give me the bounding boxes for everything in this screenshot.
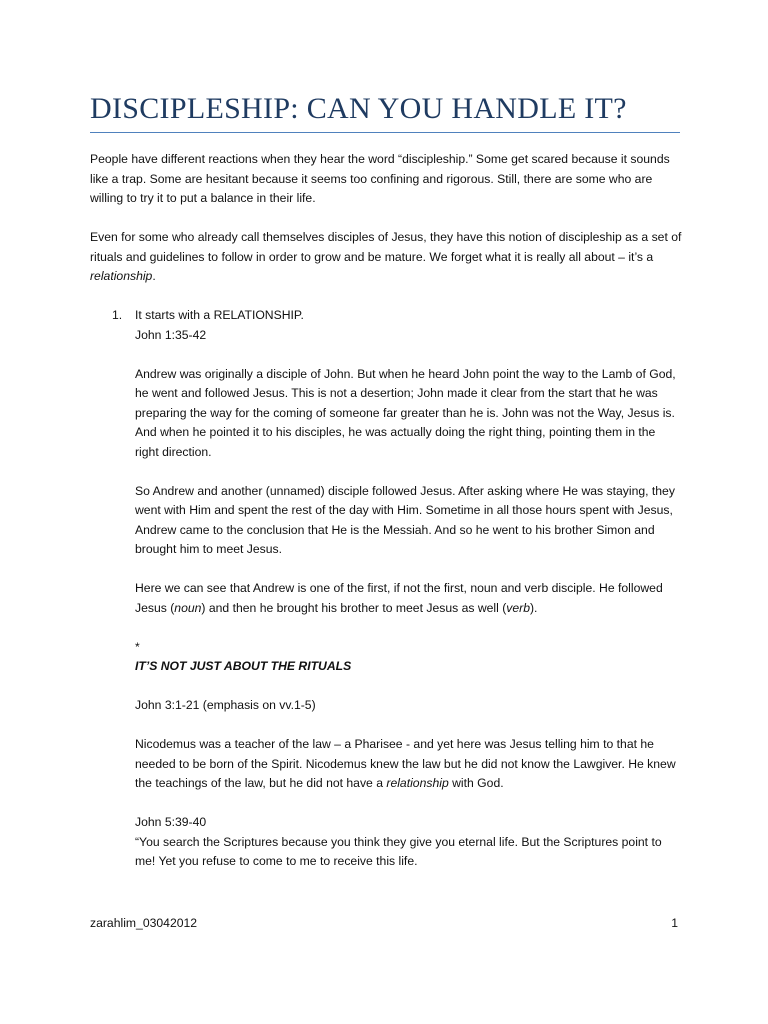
nicodemus-paragraph: Nicodemus was a teacher of the law – a Pharisee - and yet here was Jesus telling him to that he needed to be born of the Spirit. Nicodemus knew the law but he did not know the Lawgiver. He knew the teachings of the law, but he did not have a relationship with God.: [135, 737, 676, 790]
intro-paragraph: People have different reactions when they hear the word “discipleship.” Some get scared because it sounds like a trap. Some are hesitant because it seems too confining and rigorous. Still, there are some who are willing to try it to put a balance in their life.: [90, 152, 670, 205]
footer-author-date: zarahlim_03042012: [90, 916, 198, 930]
title-underline: [90, 132, 680, 133]
list-number: 1.: [112, 308, 123, 322]
document-title: DISCIPLESHIP: CAN YOU HANDLE IT?: [90, 92, 627, 125]
scripture-reference-3: John 5:39-40: [135, 815, 207, 829]
noun-verb-paragraph: Here we can see that Andrew is one of the first, if not the first, noun and verb disciple. He followed Jesus (noun) and then he brought his brother to meet Jesus as well (verb).: [135, 581, 663, 615]
item-heading: It starts with a RELATIONSHIP.: [135, 308, 304, 322]
subheading: IT’S NOT JUST ABOUT THE RITUALS: [135, 659, 352, 673]
followed-paragraph: So Andrew and another (unnamed) disciple followed Jesus. After asking where He was staying, they went with Him and spent the rest of the day with Him. Sometime in all those hours spent with Jesus, Andrew came to the conclusion that He is the Messiah. And so he went to his brother Simon and brought him to meet Jesus.: [135, 483, 675, 556]
scripture-quote: “You search the Scriptures because you think they give you eternal life. But the Scriptures point to me! Yet you refuse to come to me to receive this life.: [135, 834, 662, 868]
document-body: [90, 150, 682, 872]
page-number: 1: [671, 916, 678, 930]
scripture-reference: John 1:35-42: [135, 327, 207, 342]
numbered-list: [90, 306, 682, 872]
separator: *: [135, 639, 140, 654]
andrew-paragraph: Andrew was originally a disciple of John. But when he heard John point the way to the Lamb of God, he went and followed Jesus. This is not a desertion; John made it clear from the start that he was preparing the way for the coming of someone far greater than he is. John was not the Way, Jesus is. And when he pointed it to his disciples, he was actually doing the right thing, pointing them in the right direction.: [135, 366, 676, 459]
second-paragraph: Even for some who already call themselves disciples of Jesus, they have this notion of discipleship as a set of rituals and guidelines to follow in order to grow and be mature. We forget what it is really all about – it’s a relationship.: [90, 230, 682, 283]
scripture-reference-2: John 3:1-21 (emphasis on vv.1-5): [135, 698, 316, 712]
